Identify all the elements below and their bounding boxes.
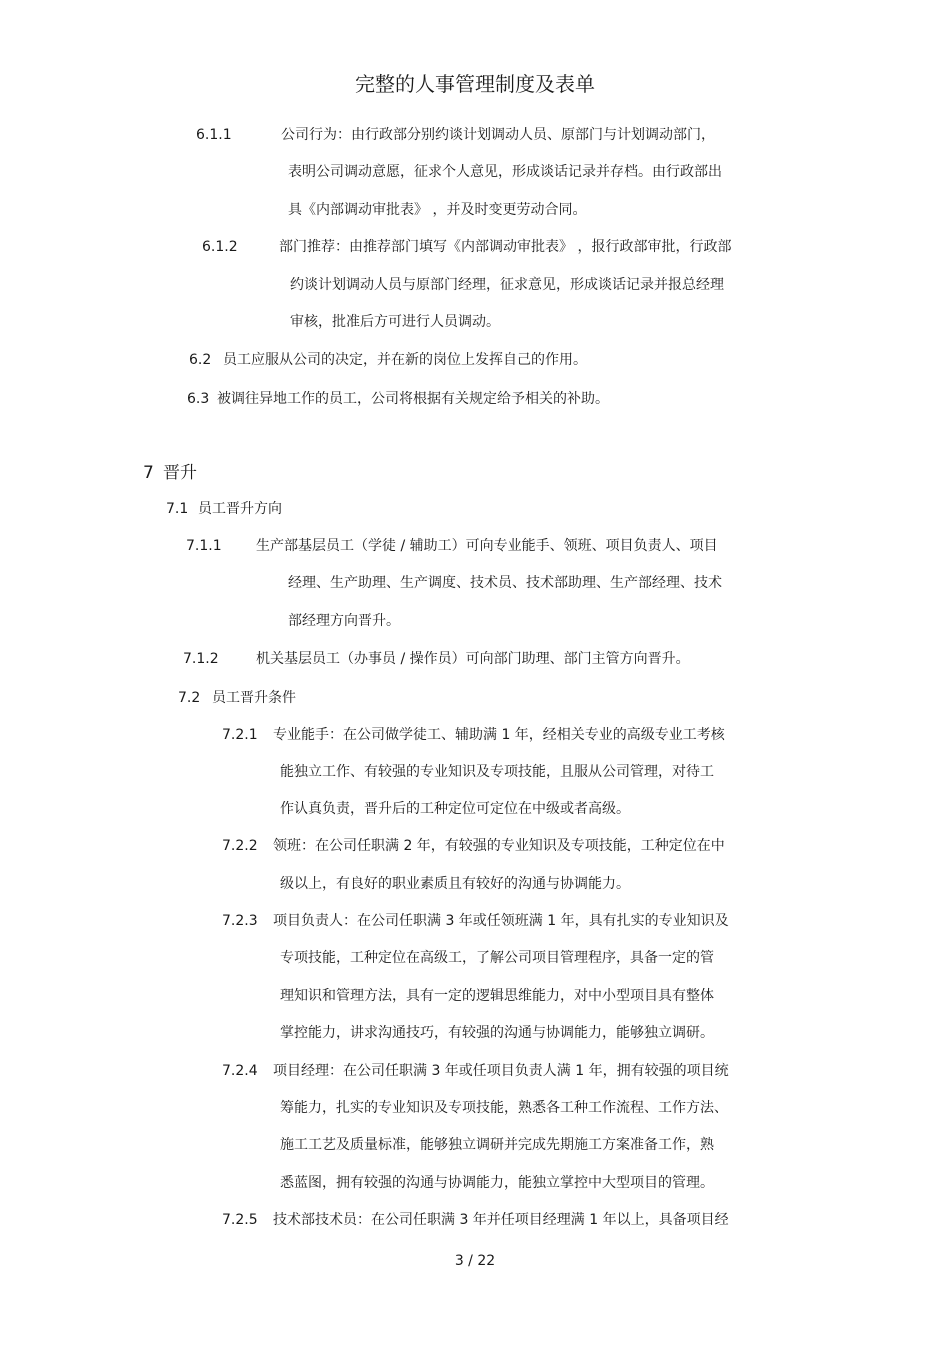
clause-number: 7.2.4: [222, 1063, 258, 1079]
clause-text: 能独立工作、有较强的专业知识及专项技能，且服从公司管理，对待工: [280, 764, 714, 780]
clause-text: 悉蓝图，拥有较强的沟通与协调能力，能独立掌控中大型项目的管理。: [280, 1175, 714, 1191]
clause-text: 具《内部调动审批表》 ，并及时变更劳动合同。: [288, 202, 587, 218]
clause-number: 6.3: [187, 391, 210, 407]
clause-text: 项目负责人：在公司任职满 3 年或任领班满 1 年，具有扎实的专业知识及: [273, 913, 729, 929]
clause-text: 技术部技术员：在公司任职满 3 年并任项目经理满 1 年以上，具备项目经: [273, 1212, 729, 1228]
clause-text: 专业能手：在公司做学徒工、辅助满 1 年，经相关专业的高级专业工考核: [273, 727, 725, 743]
clause-text: 公司行为：由行政部分别约谈计划调动人员、原部门与计划调动部门，: [281, 127, 715, 143]
clause-text: 专项技能，工种定位在高级工，了解公司项目管理程序，具备一定的管: [280, 950, 714, 966]
clause-text: 掌控能力，讲求沟通技巧，有较强的沟通与协调能力，能够独立调研。: [280, 1025, 714, 1041]
clause-text: 作认真负责，晋升后的工种定位可定位在中级或者高级。: [280, 801, 630, 817]
clause-text: 表明公司调动意愿，征求个人意见，形成谈话记录并存档。由行政部出: [288, 164, 722, 180]
clause-number: 7.2.3: [222, 913, 258, 929]
page-number-footer: 3 / 22: [454, 1253, 496, 1269]
clause-text: 领班：在公司任职满 2 年，有较强的专业知识及专项技能，工种定位在中: [273, 838, 725, 854]
clause-number: 6.1.2: [202, 239, 238, 255]
clause-number: 7.2: [178, 690, 201, 706]
clause-text: 施工工艺及质量标准，能够独立调研并完成先期施工方案准备工作，熟: [280, 1137, 714, 1153]
clause-number: 6.1.1: [196, 127, 232, 143]
clause-number: 7.1.2: [183, 651, 219, 667]
clause-text: 项目经理：在公司任职满 3 年或任项目负责人满 1 年，拥有较强的项目统: [273, 1063, 729, 1079]
clause-text: 部门推荐：由推荐部门填写《内部调动审批表》 ，报行政部审批，行政部: [279, 239, 732, 255]
clause-text: 部经理方向晋升。: [288, 613, 400, 629]
clause-text: 员工应服从公司的决定，并在新的岗位上发挥自己的作用。: [223, 352, 587, 368]
page-title: 完整的人事管理制度及表单: [355, 72, 595, 96]
clause-number: 7.2.2: [222, 838, 258, 854]
clause-number: 7.1.1: [186, 538, 222, 554]
clause-text: 理知识和管理方法，具有一定的逻辑思维能力，对中小型项目具有整体: [280, 988, 714, 1004]
clause-text: 筹能力，扎实的专业知识及专项技能，熟悉各工种工作流程、工作方法、: [280, 1100, 728, 1116]
clause-number: 7.2.5: [222, 1212, 258, 1228]
clause-text: 审核，批准后方可进行人员调动。: [290, 314, 500, 330]
clause-text: 约谈计划调动人员与原部门经理，征求意见，形成谈话记录并报总经理: [290, 277, 724, 293]
clause-heading: 员工晋升方向: [198, 501, 282, 517]
clause-text: 被调往异地工作的员工，公司将根据有关规定给予相关的补助。: [217, 391, 609, 407]
clause-text: 机关基层员工（办事员 / 操作员）可向部门助理、部门主管方向晋升。: [256, 651, 690, 667]
clause-number: 6.2: [189, 352, 212, 368]
clause-heading: 员工晋升条件: [212, 690, 296, 706]
section-number: 7: [143, 463, 154, 483]
clause-text: 级以上，有良好的职业素质且有较好的沟通与协调能力。: [280, 876, 630, 892]
clause-text: 经理、生产助理、生产调度、技术员、技术部助理、生产部经理、技术: [288, 575, 722, 591]
clause-number: 7.1: [166, 501, 189, 517]
clause-number: 7.2.1: [222, 727, 258, 743]
clause-text: 生产部基层员工（学徒 / 辅助工）可向专业能手、领班、项目负责人、项目: [256, 538, 718, 554]
section-heading: 晋升: [163, 463, 197, 483]
